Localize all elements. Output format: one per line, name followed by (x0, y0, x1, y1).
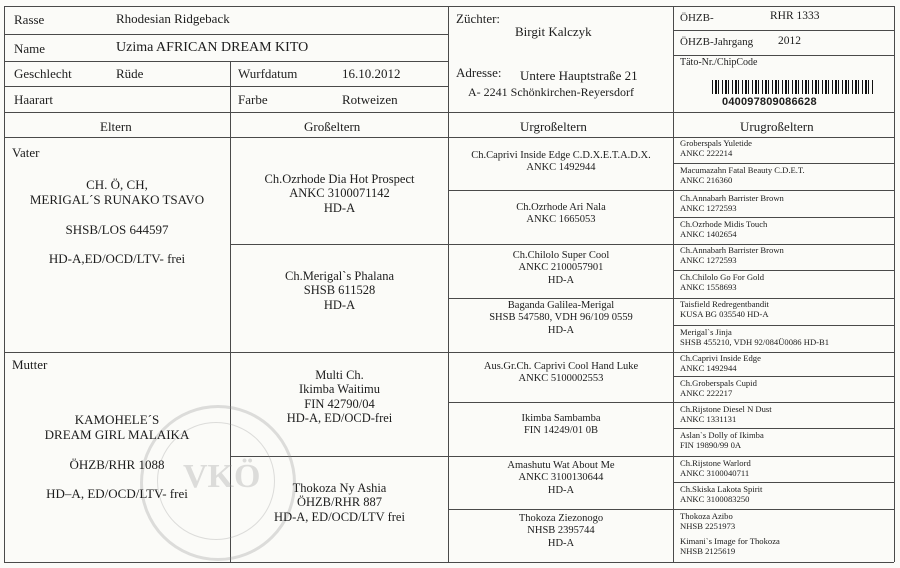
col-grandparents: Großeltern (304, 119, 361, 134)
great-grandparent-3: Ch.Chilolo Super Cool ANKC 2100057901 HD-A (512, 250, 610, 286)
great-grandparent-2: Ch.Ozrhode Ari Nala ANKC 1665053 (516, 202, 606, 226)
address-line1: Untere Hauptstraße 21 (520, 68, 638, 83)
sire-role: Vater (12, 145, 40, 160)
oehzb-label: ÖHZB- (680, 12, 714, 24)
chip-barcode (712, 80, 874, 94)
great-grandparent-8: Thokoza Ziezonogo NHSB 2395744 HD-A (518, 513, 604, 549)
breeder-label: Züchter: (456, 11, 501, 26)
breed-value: Rhodesian Ridgeback (116, 11, 230, 26)
dog-name: Uzima AFRICAN DREAM KITO (116, 40, 309, 55)
birth-label: Wurfdatum (238, 66, 298, 81)
coat-label: Haarart (14, 92, 53, 107)
sire: CH. Ö, CH, MERIGAL´S RUNAKO TSAVO SHSB/LOS 644597 HD-A,ED/OCD/LTV- frei (29, 177, 205, 266)
great-great-grandparent-10: Ch.Groberspals Cupid ANKC 222217 (680, 378, 757, 399)
seal-text: VKÖ (183, 458, 261, 495)
chip-code: 040097809086628 (722, 96, 817, 108)
great-great-grandparent-13: Ch.Rijstone Warlord ANKC 3100040711 (680, 458, 751, 479)
great-grandparent-1: Ch.Caprivi Inside Edge C.D.X.E.T.A.D.X. ANKC 1492944 (471, 150, 651, 174)
year-value: 2012 (778, 35, 801, 47)
breeder-value: Birgit Kalczyk (515, 24, 592, 39)
color-value: Rotweizen (342, 92, 398, 107)
grandparent-1: Ch.Ozrhode Dia Hot Prospect ANKC 3100071142 HD-A (264, 172, 415, 215)
oehzb-value: RHR 1333 (770, 10, 820, 22)
great-great-grandparent-14: Ch.Skiska Lakota Spirit ANKC 3100083250 (680, 484, 763, 505)
great-great-grandparent-6: Ch.Chilolo Go For Gold ANKC 1558693 (680, 272, 765, 293)
great-great-grandparent-3: Ch.Annabarh Barrister Brown ANKC 1272593 (680, 193, 784, 214)
address-line2: A- 2241 Schönkirchen-Reyersdorf (468, 85, 634, 99)
address-label: Adresse: (456, 65, 502, 80)
dam: KAMOHELE´S DREAM GIRL MALAIKA ÖHZB/RHR 1088 HD–A, ED/OCD/LTV- frei (44, 412, 190, 501)
great-great-grandparent-11: Ch.Rijstone Diesel N Dust ANKC 1331131 (680, 404, 772, 425)
great-great-grandparent-5: Ch.Annabarh Barrister Brown ANKC 1272593 (680, 245, 784, 266)
great-great-grandparent-1: Groberspals Yuletide ANKC 222214 (680, 138, 752, 159)
grandparent-4: Thokoza Ny Ashia ÖHZB/RHR 887 HD-A, ED/OCD/LTV frei (274, 481, 405, 524)
breed-label: Rasse (14, 12, 45, 27)
great-grandparent-5: Aus.Gr.Ch. Caprivi Cool Hand Luke ANKC 5100002553 (483, 361, 639, 385)
great-grandparent-4: Baganda Galilea-Merigal SHSB 547580, VDH 96/109 0559 HD-A (489, 300, 633, 336)
chip-label: Täto-Nr./ChipCode (680, 57, 758, 68)
great-grandparent-7: Amashutu Wat About Me ANKC 3100130644 HD-A (507, 460, 615, 496)
great-great-grandparent-15: Thokoza Azibo NHSB 2251973 (680, 511, 736, 532)
col-great-grandparents: Urgroßeltern (520, 119, 587, 134)
great-great-grandparent-8: Merigal`s Jinja SHSB 455210, VDH 92/084Ü0086 HD-B1 (680, 327, 830, 348)
great-great-grandparent-12: Aslan`s Dolly of Ikimba FIN 19890/99 0A (680, 430, 764, 451)
sex-value: Rüde (116, 66, 144, 81)
great-great-grandparent-7: Taisfield Redregentbandit KUSA BG 035540 HD-A (680, 299, 769, 320)
great-great-grandparent-2: Macumazahn Fatal Beauty C.D.E.T. ANKC 216360 (680, 165, 805, 186)
col-parents: Eltern (100, 119, 132, 134)
great-grandparent-6: Ikimba Sambamba FIN 14249/01 0B (521, 413, 601, 437)
year-label: ÖHZB-Jahrgang (680, 36, 754, 48)
great-great-grandparent-16: Kimani`s Image for Thokoza NHSB 2125619 (680, 536, 780, 557)
great-great-grandparent-9: Ch.Caprivi Inside Edge ANKC 1492944 (680, 353, 761, 374)
grandparent-3: Multi Ch. Ikimba Waitimu FIN 42790/04 HD-A, ED/OCD-frei (286, 368, 393, 426)
grandparent-2: Ch.Merigal`s Phalana SHSB 611528 HD-A (284, 269, 394, 312)
col-great-great-grandparents: Urugroßeltern (740, 119, 814, 134)
dam-role: Mutter (12, 357, 48, 372)
color-label: Farbe (238, 92, 268, 107)
sex-label: Geschlecht (14, 66, 72, 81)
birth-value: 16.10.2012 (342, 66, 401, 81)
great-great-grandparent-4: Ch.Ozrhode Midis Touch ANKC 1402654 (680, 219, 768, 240)
name-label: Name (14, 41, 46, 56)
